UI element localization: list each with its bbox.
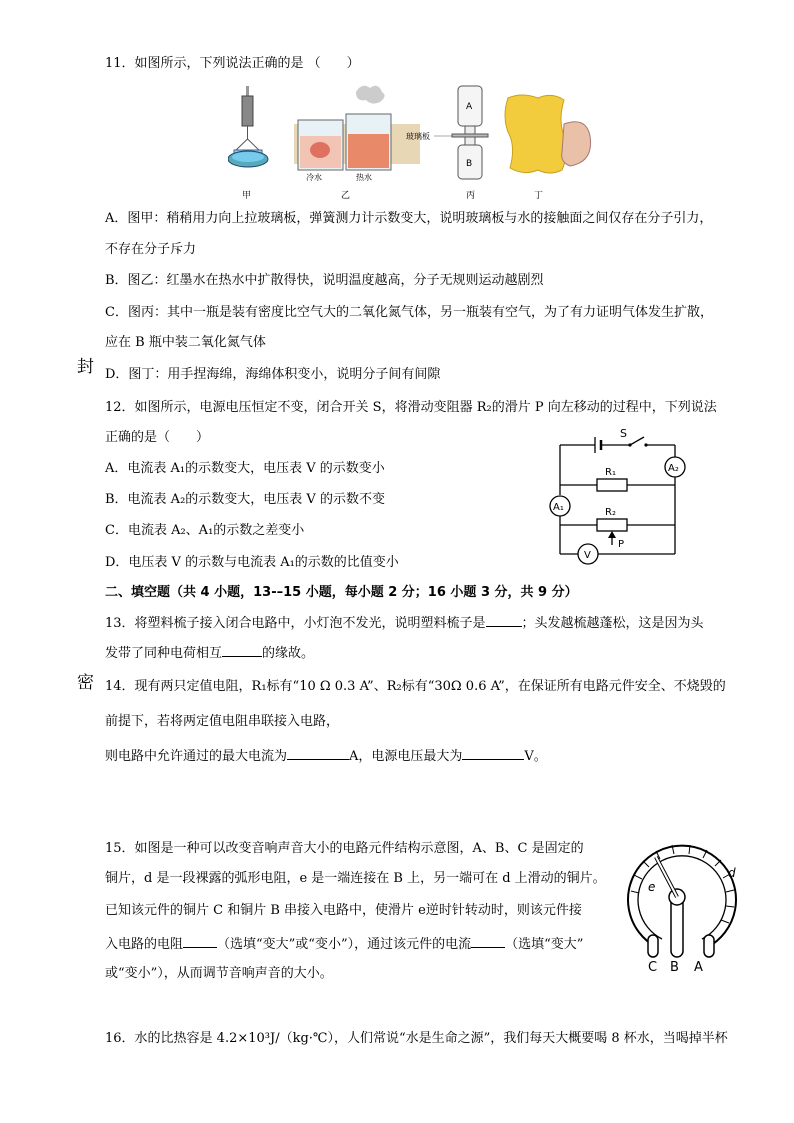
label-e: e bbox=[648, 880, 656, 894]
q15-line3: 已知该元件的铜片 C 和铜片 B 串接入电路中，使滑片 e逆时针转动时，则该元件接 bbox=[105, 903, 582, 918]
q12-circuit bbox=[540, 425, 690, 570]
label-c: C bbox=[648, 960, 658, 975]
q11-option-b: B．图乙：红墨水在热水中扩散得快，说明温度越高，分子无规则运动越剧烈 bbox=[105, 273, 544, 288]
label-a1: A₁ bbox=[553, 502, 564, 513]
q13-text-1: 13．将塑料梳子接入闭合电路中，小灯泡不发光，说明塑料梳子是 bbox=[105, 616, 486, 631]
q12-stem-cont: 正确的是（ ） bbox=[105, 430, 210, 445]
q12-option-a: A．电流表 A₁的示数变大，电压表 V 的示数变小 bbox=[105, 461, 385, 476]
q11-option-a: A．图甲：稍稍用力向上拉玻璃板，弹簧测力计示数变大，说明玻璃板与水的接触面之间仅存在分子引力， bbox=[105, 211, 713, 226]
q14-text-2: A，电源电压最大为 bbox=[349, 749, 463, 764]
q12-option-c: C．电流表 A₂、A₁的示数之差变小 bbox=[105, 523, 305, 538]
side-mark-secret: 密 bbox=[77, 673, 94, 693]
label-p: P bbox=[618, 539, 625, 550]
q12-stem: 12．如图所示，电源电压恒定不变，闭合开关 S，将滑动变阻器 R₂的滑片 P 向左移动的过程中，下列说法 bbox=[105, 400, 717, 415]
q12-option-d: D．电压表 V 的示数与电流表 A₁的示数的比值变小 bbox=[105, 555, 399, 570]
label-bottle-b: B bbox=[466, 159, 473, 169]
q12-option-b: B．电流表 A₂的示数变大，电压表 V 的示数不变 bbox=[105, 492, 385, 507]
q15-line4 bbox=[105, 934, 583, 954]
q15-blank-1[interactable] bbox=[183, 934, 217, 948]
label-b: B bbox=[670, 960, 679, 975]
q11-figure bbox=[228, 84, 600, 202]
label-r2: R₂ bbox=[605, 507, 616, 518]
q14-line1: 14．现有两只定值电阻，R₁标有“10 Ω 0.3 A”、R₂标有“30Ω 0.6 A”，在保证所有电路元件安全、不烧毁的 bbox=[105, 679, 726, 694]
q15-text-2: （选填“变大”或“变小”），通过该元件的电流 bbox=[217, 937, 472, 952]
q14-line3 bbox=[105, 746, 547, 766]
q14-line2: 前提下，若将两定值电阻串联接入电路， bbox=[105, 714, 340, 729]
label-glass-plate: 玻璃板 bbox=[406, 132, 430, 141]
label-cold-water: 冷水 bbox=[306, 173, 322, 182]
q13-text-2: ；头发越梳越蓬松，这是因为头 bbox=[521, 616, 704, 631]
q15-line2: 铜片，d 是一段裸露的弧形电阻，e 是一端连接在 B 上，另一端可在 d 上滑动的铜片。 bbox=[105, 871, 606, 886]
q14-blank-2[interactable] bbox=[462, 746, 524, 760]
label-yi: 乙 bbox=[341, 191, 351, 201]
label-a: A bbox=[694, 960, 703, 975]
label-d: d bbox=[728, 866, 736, 880]
q11-option-c: C．图丙：其中一瓶是装有密度比空气大的二氧化氮气体，另一瓶装有空气，为了有力证明气体发生扩散， bbox=[105, 305, 713, 320]
q14-text-3: V。 bbox=[524, 749, 547, 764]
q11-option-d: D．图丁：用手捏海绵，海绵体积变小，说明分子间有间隙 bbox=[105, 367, 441, 382]
side-mark-seal: 封 bbox=[77, 357, 94, 377]
label-switch-s: S bbox=[620, 427, 627, 440]
label-ding: 丁 bbox=[534, 191, 544, 201]
q16-line1: 16．水的比热容是 4.2×10³J/（kg·℃），人们常说“水是生命之源”，我们每天大概要喝 8 杯水，当喝掉半杯 bbox=[105, 1031, 728, 1046]
q15-text-1: 入电路的电阻 bbox=[105, 937, 184, 952]
label-bottle-a: A bbox=[466, 102, 473, 112]
q14-text-1: 则电路中允许通过的最大电流为 bbox=[105, 749, 288, 764]
q14-blank-1[interactable] bbox=[287, 746, 349, 760]
q13-text-4: 的缘故。 bbox=[262, 646, 315, 661]
figure-yi bbox=[294, 86, 420, 201]
q15-blank-2[interactable] bbox=[471, 934, 505, 948]
figure-jia bbox=[228, 84, 268, 201]
q15-line1: 15．如图是一种可以改变音响声音大小的电路元件结构示意图，A、B、C 是固定的 bbox=[105, 841, 584, 856]
label-v: V bbox=[584, 550, 591, 561]
q13-line2 bbox=[105, 643, 314, 663]
label-jia: 甲 bbox=[242, 191, 252, 201]
label-hot-water: 热水 bbox=[356, 173, 372, 182]
q15-line5: 或“变小”），从而调节音响声音的大小。 bbox=[105, 966, 333, 981]
q15-text-3: （选填“变大” bbox=[505, 937, 584, 952]
q11-option-a-cont: 不存在分子斥力 bbox=[105, 242, 197, 257]
q11-stem: 11．如图所示，下列说法正确的是 （ ） bbox=[105, 56, 360, 71]
label-a2: A₂ bbox=[668, 463, 679, 474]
section-2-title: 二、填空题（共 4 小题，13-–15 小题，每小题 2 分；16 小题 3 分，共 9 分） bbox=[105, 585, 578, 600]
label-r1: R₁ bbox=[605, 467, 616, 478]
label-bing: 丙 bbox=[466, 191, 476, 201]
q13-text-3: 发带了同种电荷相互 bbox=[105, 646, 223, 661]
q13-blank-1[interactable] bbox=[486, 613, 522, 627]
q13-line1 bbox=[105, 613, 704, 633]
figure-ding bbox=[505, 95, 591, 201]
q13-blank-2[interactable] bbox=[222, 643, 262, 657]
q15-potentiometer bbox=[612, 835, 752, 980]
q11-option-c-cont: 应在 B 瓶中装二氧化氮气体 bbox=[105, 335, 266, 350]
